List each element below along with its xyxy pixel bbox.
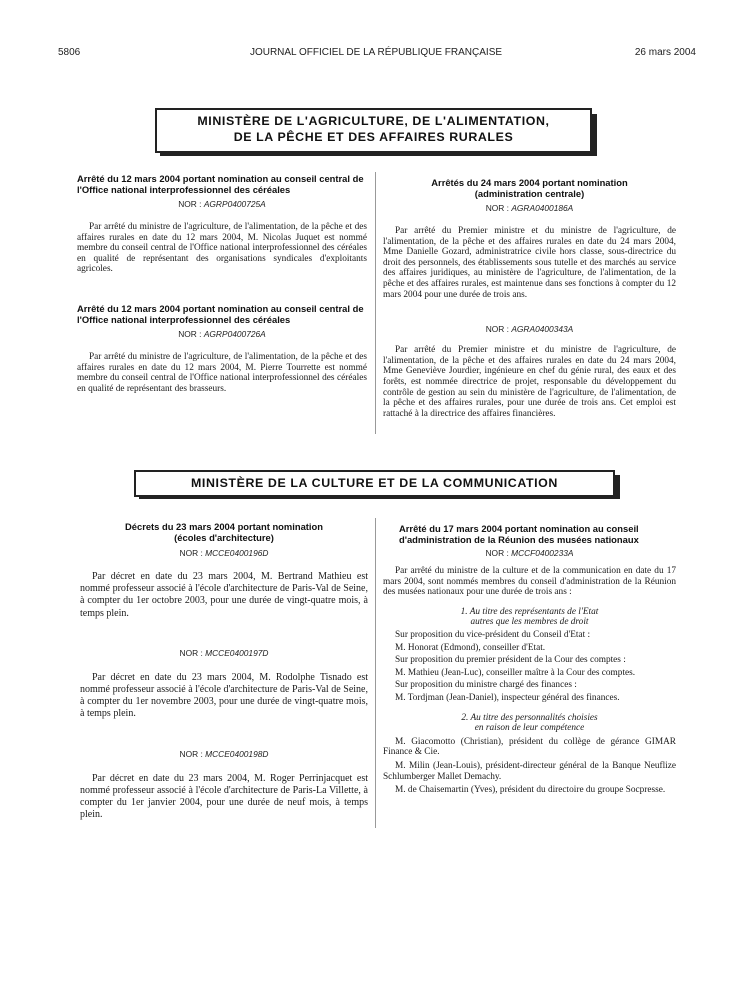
section-heading: 2. Au titre des personnalités choisies en raison de leur compétence [461, 712, 598, 734]
list-item: M. Milin (Jean-Louis), président-directeur général de la Banque Neuflize Schlumberger Mallet Demachy. [383, 760, 676, 782]
publication-date: 26 mars 2004 [634, 47, 696, 58]
list-item: M. Honorat (Edmond), conseiller d'Etat. [395, 642, 546, 653]
list-item: M. Tordjman (Jean-Daniel), inspecteur général des finances. [395, 692, 620, 703]
ministry-title: MINISTÈRE DE LA CULTURE ET DE LA COMMUNICATION [191, 476, 558, 490]
nor-reference: NOR : AGRA0400186A [485, 203, 574, 213]
list-item: Sur proposition du vice-président du Conseil d'Etat : [395, 629, 591, 640]
list-item: M. de Chaisemartin (Yves), président du directoire du groupe Socpresse. [395, 785, 666, 796]
list-item: M. Giacomotto (Christian), président du collège de gérance GIMAR Finance & Cie. [383, 736, 676, 758]
decree-heading: Arrêtés du 24 mars 2004 portant nomination (administration centrale) [431, 177, 628, 199]
nor-reference: NOR : AGRP0400726A [178, 328, 266, 339]
column-divider [375, 518, 376, 828]
ministry-title-line1: MINISTÈRE DE L'AGRICULTURE, DE L'ALIMENTATION, [197, 114, 550, 128]
decree-text: Par arrêté du ministre de l'agriculture, de l'alimentation, de la pêche et des affaires rurales en date du 12 mars 2004, M. Pierre Tourrette est nommé membre du conseil central de l'Office national interprofessionnel des céréales en qualité de représentant des brasseurs. [77, 351, 367, 394]
nor-reference: NOR : MCCE0400196D [179, 548, 269, 558]
column-divider [375, 172, 376, 434]
agri-right-column [383, 177, 676, 419]
decree-text: Par arrêté du ministre de l'agriculture, de l'alimentation, de la pêche et des affaires rurales en date du 12 mars 2004, M. Nicolas Juquet est nommé membre du conseil central de l'Office national interprofessionnel des céréales en qualité de représentant des organisations syndicales d'exploitants agricoles. [77, 222, 367, 275]
culture-right-column [383, 523, 676, 796]
culture-left-column [80, 521, 368, 821]
nor-reference: NOR : MCCF0400233A [485, 548, 574, 558]
decree-intro: Par arrêté du ministre de la culture et de la communication en date du 17 mars 2004, sont nommés membres du conseil d'administration de la Réunion des musées nationaux pour une durée de trois ans : [383, 566, 676, 598]
decree-heading: Arrêté du 17 mars 2004 portant nomination au conseil d'administration de la Réunion des musées nationaux [399, 523, 639, 545]
ministry-title-box [134, 470, 615, 497]
list-item: M. Mathieu (Jean-Luc), conseiller maître à la Cour des comptes. [395, 667, 636, 678]
decree-heading: Arrêté du 12 mars 2004 portant nomination au conseil central de l'Office national interprofessionnel des céréales [77, 173, 364, 195]
decree-text: Par arrêté du Premier ministre et du ministre de l'agriculture, de l'alimentation, de la pêche et des affaires rurales en date du 24 mars 2004, Mme Geneviève Jourdier, ingénieure en chef du génie rural, des eaux et des forêts, est nommée directrice de projet, responsable du développement du contrôle de gestion au sein du ministère de l'agriculture, de l'alimentation, de la pêche et des affaires rurales, pour une durée de trois ans. Cet emploi est rattaché à la directrice des affaires financières. [383, 345, 676, 419]
decree-text: Par décret en date du 23 mars 2004, M. Rodolphe Tisnado est nommé professeur associé à l'école d'architecture de Paris-Val de Seine, à compter du 1er novembre 2003, pour une durée de vingt-quatre mois, à temps plein. [80, 671, 368, 720]
decree-text: Par décret en date du 23 mars 2004, M. Roger Perrinjacquet est nommé professeur associé à l'école d'architecture de Paris-La Villette, à compter du 1er janvier 2004, pour une durée de neuf mois, à temps plein. [80, 772, 368, 821]
section-heading: 1. Au titre des représentants de l'Etat autres que les membres de droit [460, 606, 599, 628]
decree-text: Par décret en date du 23 mars 2004, M. Bertrand Mathieu est nommé professeur associé à l'école d'architecture de Paris-Val de Seine, à compter du 1er octobre 2003, pour une durée de vingt-quatre mois, à temps plein. [80, 571, 368, 619]
journal-title: JOURNAL OFFICIEL DE LA RÉPUBLIQUE FRANÇAISE [249, 47, 503, 58]
decree-heading: Décrets du 23 mars 2004 portant nomination (écoles d'architecture) [125, 521, 323, 543]
decree-text: Par arrêté du Premier ministre et du ministre de l'agriculture, de l'alimentation, de la pêche et des affaires rurales en date du 24 mars 2004, Mme Danielle Gozard, administratrice civile hors classe, sous-directrice du droit des personnels, des établissements sous tutelle et des marchés au service des affaires juridiques, au ministère de l'agriculture, de l'alimentation, de la pêche et des affaires rurales, est maintenue dans ses fonctions à compter du 12 mars 2004 pour une durée de trois ans. [383, 226, 676, 300]
nor-reference: NOR : AGRA0400343A [485, 324, 574, 335]
section-list [383, 629, 676, 705]
decree-heading: Arrêté du 12 mars 2004 portant nomination au conseil central de l'Office national interprofessionnel des céréales [77, 302, 364, 325]
nor-reference: NOR : AGRP0400725A [178, 199, 266, 209]
agri-left-column [77, 173, 367, 394]
nor-reference: NOR : MCCE0400198D [179, 748, 269, 759]
ministry-title-box [155, 108, 592, 153]
page-number: 5806 [58, 47, 81, 58]
list-item: Sur proposition du premier président de la Cour des comptes : [395, 655, 626, 666]
nor-reference: NOR : MCCE0400197D [179, 647, 269, 658]
list-item: Sur proposition du ministre chargé des finances : [395, 680, 577, 691]
section-list [383, 737, 676, 796]
ministry-title-line2: DE LA PÊCHE ET DES AFFAIRES RURALES [233, 130, 514, 144]
